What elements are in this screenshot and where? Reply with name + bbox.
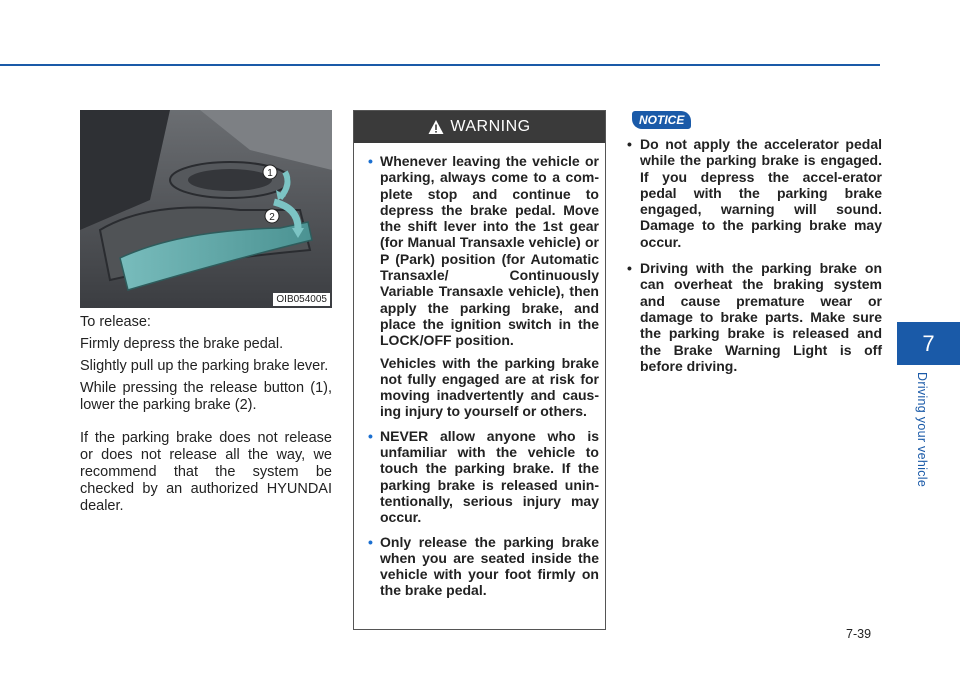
bullet-icon: • <box>368 533 373 550</box>
warning-box <box>353 110 606 630</box>
release-note: If the parking brake does not release or does not release all the way, we recommend that the system be checked by an authorized HYUNDAI dealer. <box>80 430 332 514</box>
warning-item <box>368 428 599 526</box>
warning-triangle-icon <box>428 119 444 135</box>
bullet-icon: • <box>627 136 632 152</box>
notice-badge: NOTICE <box>632 111 691 129</box>
header-rule <box>0 64 880 66</box>
page-number: 7-39 <box>846 627 872 641</box>
chapter-title: Driving your vehicle <box>915 372 929 488</box>
notice-item-text: Driving with the parking brake on can overheat the braking system and cause premature wear or damage to brake parts. Make sure the parking brake is released and the Brake Warning Light is off before driving. <box>640 260 882 374</box>
bullet-icon: • <box>368 427 373 444</box>
callout-1-label: 1 <box>267 168 273 179</box>
callout-2-label: 2 <box>269 212 275 223</box>
warning-item-subtext: Vehicles with the parking brake not fully engaged are at risk for moving inadvertently and caus-ing injury to yourself or others. <box>380 354 599 420</box>
warning-title: WARNING <box>450 118 531 135</box>
warning-header <box>354 111 605 143</box>
warning-list <box>354 143 605 599</box>
parking-brake-illustration <box>80 110 332 308</box>
photo-code: OIB054005 <box>273 293 330 306</box>
notice-list <box>620 136 882 384</box>
chapter-tab[interactable]: 7 <box>897 322 960 365</box>
release-heading: To release: <box>80 314 151 330</box>
warning-item-text: Whenever leaving the vehicle or parking, always come to a com-plete stop and continue to depress the brake pedal. Move the shift lever into the 1st gear (for Manual Transaxle vehicle) or P (Park) position (for Automatic Transaxle/ Continuously Variable Transaxle vehicle), then apply the parking brake, and place the ignition switch in the LOCK/OFF position. <box>380 153 599 349</box>
notice-item <box>620 260 882 374</box>
warning-item-text: NEVER allow anyone who is unfamiliar with the vehicle to touch the parking brake. If the parking brake is released unin-tentionally, serious injury may occur. <box>380 427 599 526</box>
warning-item-text: Only release the parking brake when you are seated inside the vehicle with your foot firmly on the brake pedal. <box>380 533 599 599</box>
release-instructions <box>80 314 332 520</box>
warning-item <box>368 153 599 420</box>
release-step-1: Firmly depress the brake pedal. <box>80 336 284 352</box>
release-step-3: While pressing the release button (1), lower the parking brake (2). <box>80 380 332 413</box>
parking-brake-photo <box>80 110 332 308</box>
warning-item <box>368 534 599 599</box>
notice-item-text: Do not apply the accelerator pedal while the parking brake is engaged. If you depress the accel-erator pedal with the parking brake engaged, warning will sound. Damage to the parking brake may occur. <box>640 136 882 250</box>
notice-item <box>620 136 882 250</box>
bullet-icon: • <box>368 153 373 169</box>
release-step-2: Slightly pull up the parking brake lever. <box>80 358 329 374</box>
bullet-icon: • <box>627 260 632 277</box>
